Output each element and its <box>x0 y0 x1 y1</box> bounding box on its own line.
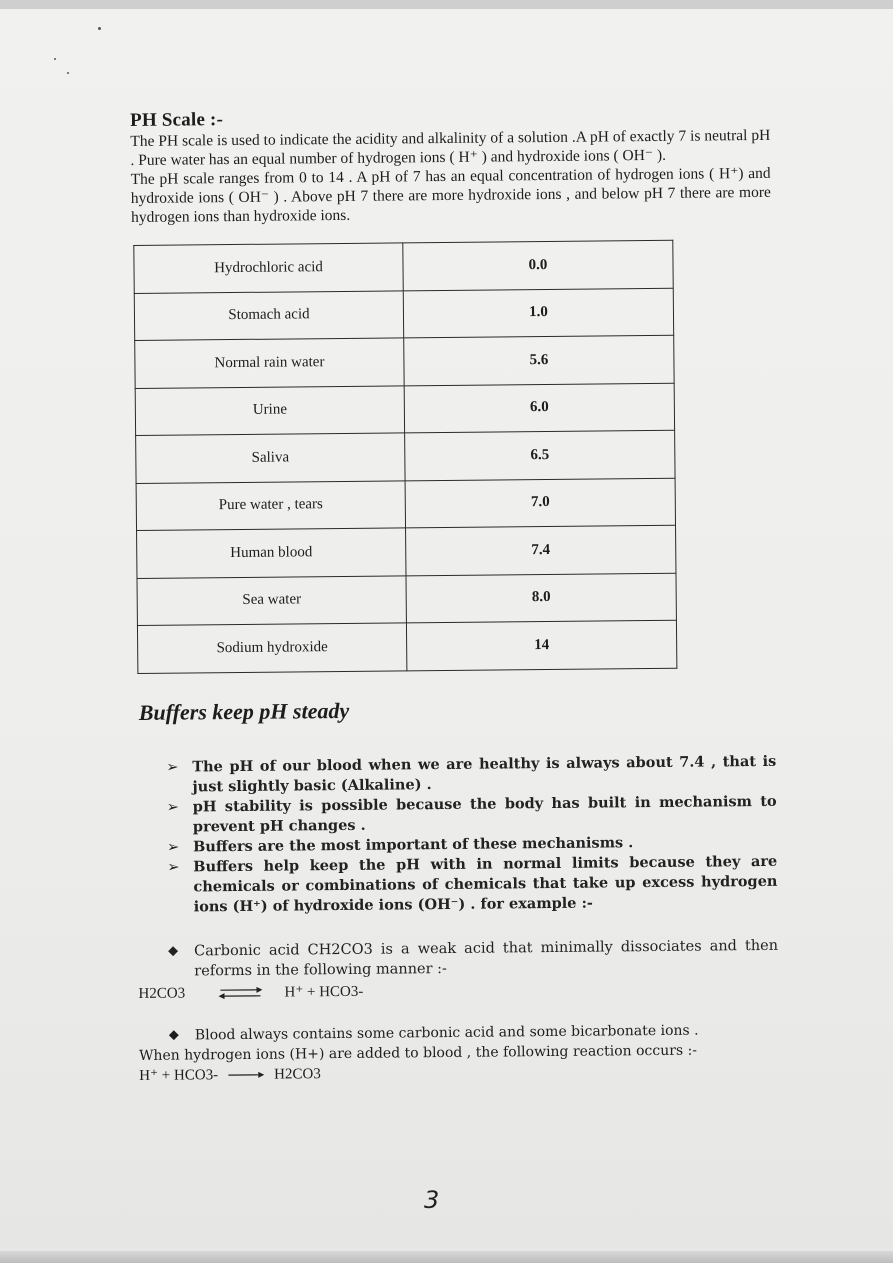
bullet-item <box>166 751 776 797</box>
diamond-bullet-icon: ◆ <box>168 1027 179 1043</box>
blood-block <box>139 1019 780 1085</box>
ph-table <box>133 240 677 674</box>
substance-cell: Sea water <box>137 575 406 625</box>
table-row <box>137 525 676 578</box>
ph-value-cell: 5.6 <box>404 335 674 385</box>
table-row <box>134 240 673 293</box>
bullet-item <box>167 851 778 917</box>
ph-value-cell: 1.0 <box>403 288 673 338</box>
dissociation-equation <box>138 977 778 1003</box>
carbonic-acid-text <box>168 935 778 981</box>
blood-line-2: When hydrogen ions (H+) are added to blood , the following reaction occurs :- <box>138 1042 698 1064</box>
substance-cell: Normal rain water <box>135 338 404 388</box>
ph-value-cell: 8.0 <box>406 573 676 623</box>
substance-cell: Stomach acid <box>134 290 403 340</box>
bullet-text: The pH of our blood when we are healthy is always about 7.4 , that is just slightly basic (Alkaline) . <box>192 752 777 795</box>
carbonic-acid-block <box>138 935 779 1003</box>
ph-value-cell: 7.0 <box>405 478 675 528</box>
arrow-bullet-icon: ➢ <box>166 799 179 816</box>
reaction-right: H2CO3 <box>274 1065 321 1083</box>
carbonic-text: Carbonic acid CH2CO3 is a weak acid that minimally dissociates and then reforms in the following manner :- <box>193 937 779 979</box>
substance-cell: Sodium hydroxide <box>137 623 406 673</box>
table-row <box>135 335 674 388</box>
table-row <box>136 430 675 483</box>
intro-paragraph: The PH scale is used to indicate the acidity and alkalinity of a solution .A pH of exactly 7 is neutral pH . Pure water has an equal number of hydrogen ions ( H⁺ ) and hydroxide ions ( OH⁻ ). <box>130 126 771 169</box>
bottom-edge <box>0 1251 893 1263</box>
arrow-bullet-icon: ➢ <box>167 839 180 856</box>
substance-cell: Human blood <box>137 528 406 578</box>
table-row <box>134 288 673 341</box>
ph-value-cell: 6.0 <box>404 383 674 433</box>
dust-speck <box>67 72 69 74</box>
range-paragraph: The pH scale ranges from 0 to 14 . A pH of 7 has an equal concentration of hydrogen ions ( H⁺) and hydroxide ions ( OH⁻ ) . Above pH 7 there are more hydroxide ions , and below pH 7 there are more hydrogen ions than hydroxide ions. <box>130 164 771 226</box>
blood-text-1: Blood always contains some carbonic acid and some bicarbonate ions . <box>194 1022 699 1043</box>
ph-scale-heading: PH Scale :- <box>130 109 224 131</box>
right-arrow-icon <box>228 1069 264 1079</box>
buffer-bullet-list <box>136 751 778 917</box>
table-row <box>137 620 676 673</box>
substance-cell: Saliva <box>136 433 405 483</box>
arrow-bullet-icon: ➢ <box>167 859 180 876</box>
table-row <box>135 383 674 436</box>
substance-cell: Hydrochloric acid <box>134 243 403 293</box>
table-row <box>137 573 676 626</box>
dust-speck <box>54 58 56 60</box>
bullet-text: pH stability is possible because the body has built in mechanism to prevent pH changes . <box>192 792 777 835</box>
ph-value-cell: 14 <box>406 620 676 670</box>
bullet-text: Buffers help keep the pH with in normal limits because they are chemicals or combinations of chemicals that take up excess hydrogen ions (H⁺) of hydroxide ions (OH⁻) . for example :- <box>193 852 778 915</box>
page-content <box>130 104 779 1086</box>
bullet-text: Buffers are the most important of these mechanisms . <box>192 833 634 855</box>
arrow-bullet-icon: ➢ <box>166 759 179 776</box>
equation-right: H⁺ + HCO3- <box>284 983 364 1001</box>
dust-speck <box>98 27 101 30</box>
ph-value-cell: 6.5 <box>405 430 675 480</box>
table-row <box>136 478 675 531</box>
substance-cell: Pure water , tears <box>136 480 405 530</box>
ph-value-cell: 0.0 <box>403 240 673 290</box>
page-number: 3 <box>424 1186 440 1214</box>
equation-left: H2CO3 <box>138 985 186 1002</box>
buffers-heading: Buffers keep pH steady <box>138 697 350 725</box>
bullet-item <box>167 791 777 837</box>
top-edge <box>0 0 893 9</box>
equilibrium-arrows-icon <box>218 984 262 1000</box>
substance-cell: Urine <box>135 385 404 435</box>
reaction-left: H⁺ + HCO3- <box>139 1066 219 1084</box>
diamond-bullet-icon: ◆ <box>167 943 179 959</box>
ph-value-cell: 7.4 <box>406 525 676 575</box>
